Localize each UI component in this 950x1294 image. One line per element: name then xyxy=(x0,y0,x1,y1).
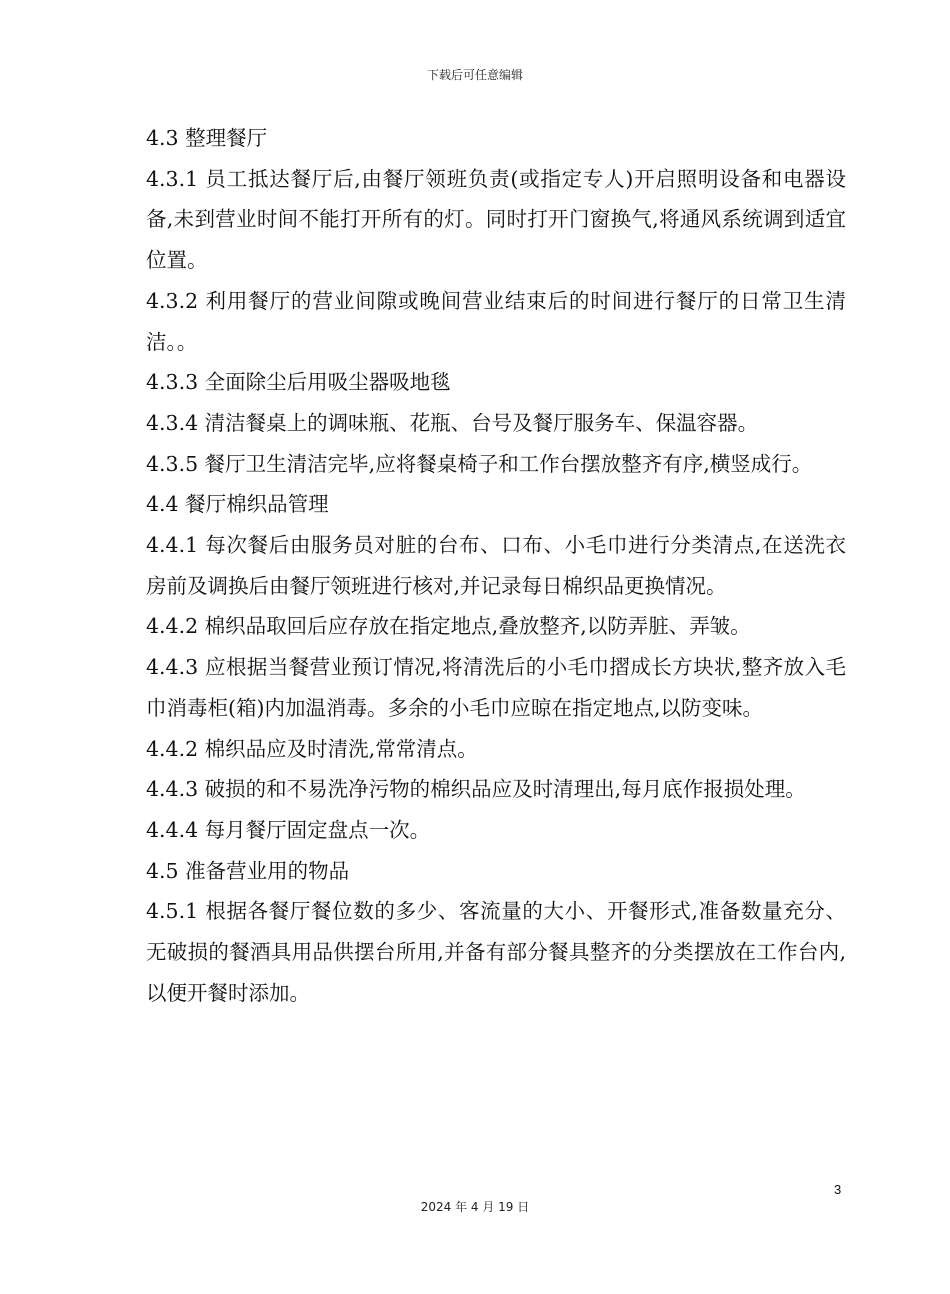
paragraph-4-4-1: 4.4.1 每次餐后由服务员对脏的台布、口布、小毛巾进行分类清点,在送洗衣房前及调换后由餐厅领班进行核对,并记录每日棉织品更换情况。 xyxy=(146,533,846,598)
paragraph-4-4-3: 4.4.3 应根据当餐营业预订情况,将清洗后的小毛巾摺成长方块状,整齐放入毛巾消毒柜(箱)内加温消毒。多余的小毛巾应晾在指定地点,以防变味。 xyxy=(146,655,846,720)
document-body xyxy=(146,118,846,1013)
paragraph-4-3-5: 4.3.5 餐厅卫生清洁完毕,应将餐桌椅子和工作台摆放整齐有序,横竖成行。 xyxy=(146,451,813,476)
section-heading-4-3: 4.3 整理餐厅 xyxy=(146,126,268,150)
paragraph-4-3-1: 4.3.1 员工抵达餐厅后,由餐厅领班负责(或指定专人)开启照明设备和电器设备,未到营业时间不能打开所有的灯。同时打开门窗换气,将通风系统调到适宜位置。 xyxy=(146,166,846,273)
paragraph-4-4-2: 4.4.2 棉织品取回后应存放在指定地点,叠放整齐,以防弄脏、弄皱。 xyxy=(146,614,751,639)
paragraph-4-4-2b: 4.4.2 棉织品应及时清洗,常常清点。 xyxy=(146,736,478,761)
paragraph-4-3-2: 4.3.2 利用餐厅的营业间隙或晚间营业结束后的时间进行餐厅的日常卫生清洁。。 xyxy=(146,288,846,354)
page-footer-date: 2024 年 4 月 19 日 xyxy=(420,1200,530,1214)
paragraph-4-4-4: 4.4.4 每月餐厅固定盘点一次。 xyxy=(146,817,431,842)
section-heading-4-4: 4.4 餐厅棉织品管理 xyxy=(146,492,329,517)
paragraph-4-4-3b: 4.4.3 破损的和不易洗净污物的棉织品应及时清理出,每月底作报损处理。 xyxy=(146,777,806,802)
paragraph-4-3-3: 4.3.3 全面除尘后用吸尘器吸地毯 xyxy=(146,370,451,395)
paragraph-4-3-4: 4.3.4 清洁餐桌上的调味瓶、花瓶、台号及餐厅服务车、保温容器。 xyxy=(146,410,759,435)
paragraph-4-5-1: 4.5.1 根据各餐厅餐位数的多少、客流量的大小、开餐形式,准备数量充分、无破损的餐酒具用品供摆台所用,并备有部分餐具整齐的分类摆放在工作台内,以便开餐时添加。 xyxy=(146,899,846,1005)
page-header: 下载后可任意编辑 xyxy=(426,68,523,82)
section-heading-4-5: 4.5 准备营业用的物品 xyxy=(146,858,350,883)
page-number: 3 xyxy=(834,1182,842,1197)
